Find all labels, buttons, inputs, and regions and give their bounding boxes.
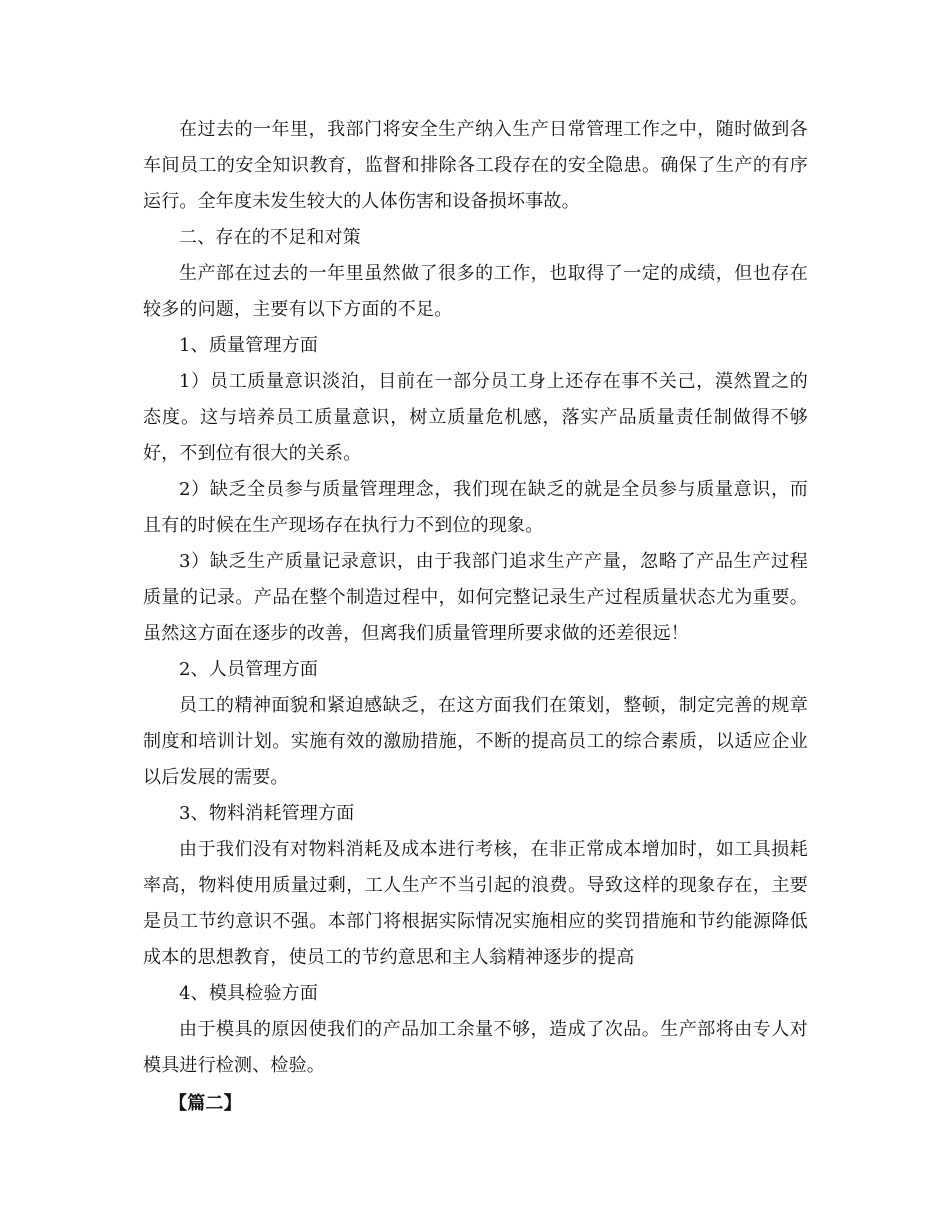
heading-shortcomings: 二、存在的不足和对策 [179, 227, 361, 248]
paragraph-personnel: 员工的精神面貌和紧迫感缺乏，在这方面我们在策划，整顿，制定完善的规章制度和培训计划。实施有效的激励措施，不断的提高员工的综合素质，以适应企业以后发展的需要。 [143, 695, 808, 788]
paragraph-safety-production: 在过去的一年里，我部门将安全生产纳入生产日常管理工作之中，随时做到各车间员工的安全知识教育，监督和排除各工段存在的安全隐患。确保了生产的有序运行。全年度未发生较大的人体伤害和设备损坏事故。 [143, 119, 808, 212]
document-body [143, 112, 808, 1122]
paragraph-quality-point-2: 2）缺乏全员参与质量管理理念，我们现在缺乏的就是全员参与质量意识，而且有的时候在生产现场存在执行力不到位的现象。 [143, 479, 808, 536]
paragraph-shortcomings-intro: 生产部在过去的一年里虽然做了很多的工作，也取得了一定的成绩，但也存在较多的问题，主要有以下方面的不足。 [143, 263, 808, 320]
paragraph-quality-point-1: 1）员工质量意识淡泊，目前在一部分员工身上还存在事不关己，漠然置之的态度。这与培养员工质量意识，树立质量危机感，落实产品质量责任制做得不够好，不到位有很大的关系。 [143, 371, 808, 464]
heading-personnel-management: 2、人员管理方面 [179, 659, 319, 680]
paragraph-quality-point-3: 3）缺乏生产质量记录意识，由于我部门追求生产产量，忽略了产品生产过程质量的记录。产品在整个制造过程中，如何完整记录生产过程质量状态尤为重要。虽然这方面在逐步的改善，但离我们质量管理所要求做的还差很远！ [143, 551, 808, 644]
heading-mold-inspection: 4、模具检验方面 [179, 983, 319, 1004]
heading-quality-management: 1、质量管理方面 [179, 335, 319, 356]
paragraph-mold: 由于模具的原因使我们的产品加工余量不够，造成了次品。生产部将由专人对模具进行检测、检验。 [143, 1019, 808, 1076]
section-mark-part-two: 【篇二】 [169, 1093, 242, 1114]
paragraph-material: 由于我们没有对物料消耗及成本进行考核，在非正常成本增加时，如工具损耗率高，物料使用质量过剩，工人生产不当引起的浪费。导致这样的现象存在，主要是员工节约意识不强。本部门将根据实际情况实施相应的奖罚措施和节约能源降低成本的思想教育，使员工的节约意思和主人翁精神逐步的提高 [143, 839, 808, 968]
heading-material-consumption: 3、物料消耗管理方面 [179, 803, 355, 824]
